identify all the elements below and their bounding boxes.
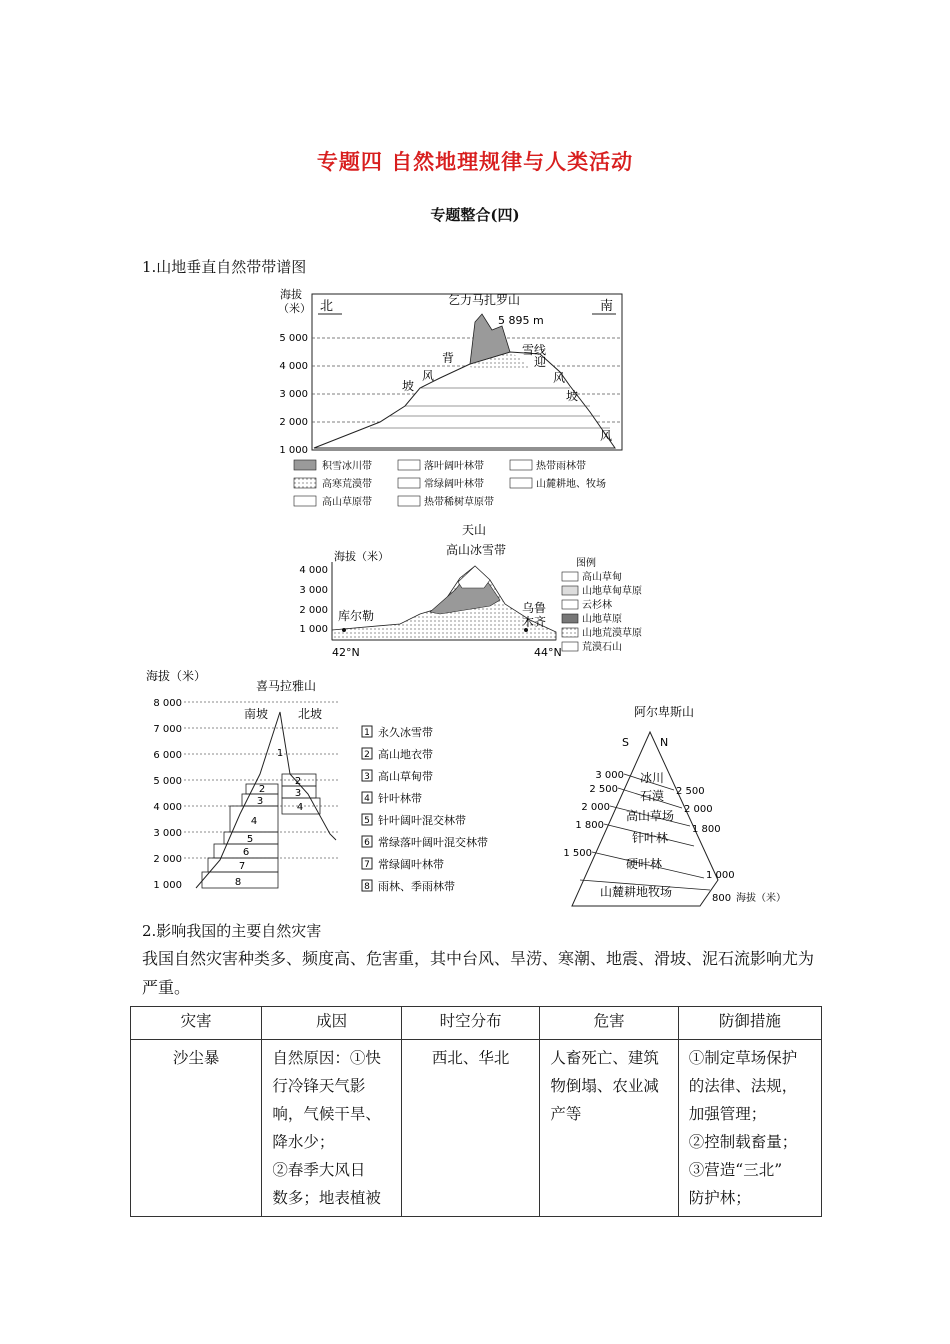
axis-label: 海拔（米） bbox=[736, 893, 786, 904]
y-axis-unit: （米） bbox=[278, 302, 311, 315]
legend-item: 永久冰雪带 bbox=[378, 726, 433, 739]
legend-num: 3 bbox=[364, 772, 370, 782]
x-tick-label: 42°N bbox=[332, 646, 360, 659]
tick-label: 1 000 bbox=[279, 445, 308, 456]
leeward-label: 坡 bbox=[402, 379, 415, 393]
tick-label: 2 000 bbox=[279, 417, 308, 428]
tick-label: 5 000 bbox=[279, 333, 308, 344]
y-axis-title: 海拔 bbox=[280, 288, 302, 301]
cell-line: 的法律、法规， bbox=[688, 1077, 798, 1095]
tick-label: 2 000 bbox=[153, 854, 182, 865]
legend-item: 高山草甸带 bbox=[378, 770, 433, 783]
windward-label: 迎 bbox=[534, 355, 547, 369]
cell-line: 数多；地表植被 bbox=[272, 1189, 381, 1207]
cell-line: 加强管理； bbox=[688, 1105, 767, 1123]
tick-label: 2 000 bbox=[299, 605, 328, 616]
band-label: 硬叶林 bbox=[625, 857, 663, 871]
tick-label: 800 bbox=[712, 893, 732, 904]
tick-label: 2 500 bbox=[676, 786, 705, 797]
y-axis-title: 海拔（米） bbox=[146, 669, 207, 683]
south-label: S bbox=[622, 736, 629, 749]
disaster-table bbox=[130, 1006, 822, 1217]
legend-item: 高寒荒漠带 bbox=[322, 479, 372, 490]
section-subtitle: 专题整合(四) bbox=[430, 206, 520, 224]
table-cell: 西北、华北 bbox=[401, 1040, 539, 1217]
tick-label: 4 000 bbox=[279, 361, 308, 372]
table-header: 危害 bbox=[540, 1007, 678, 1040]
north-slope-label: 北坡 bbox=[298, 707, 323, 721]
cell-line: 行冷锋天气影 bbox=[272, 1077, 366, 1095]
legend-item: 高山地衣带 bbox=[378, 748, 433, 761]
city-label: 库尔勒 bbox=[338, 609, 375, 623]
band-label: 4 bbox=[296, 802, 304, 813]
table-cell bbox=[262, 1040, 402, 1217]
tick-label: 5 000 bbox=[153, 776, 182, 787]
legend-title: 图例 bbox=[576, 558, 596, 569]
cell-line: 物倒塌、农业减 bbox=[550, 1077, 659, 1095]
band-label: 1 bbox=[276, 748, 284, 759]
peak-label: 高山冰雪带 bbox=[446, 543, 507, 557]
table-cell: 沙尘暴 bbox=[131, 1040, 262, 1217]
cell-line: ①制定草场保护 bbox=[688, 1049, 798, 1067]
band-label: 3 bbox=[256, 796, 264, 807]
legend-item: 积雪冰川带 bbox=[322, 461, 372, 472]
legend-item: 落叶阔叶林带 bbox=[424, 461, 484, 472]
cell-line: ②春季大风日 bbox=[272, 1161, 366, 1179]
legend-item: 雨林、季雨林带 bbox=[378, 880, 455, 893]
table-cell bbox=[540, 1040, 678, 1217]
tick-label: 3 000 bbox=[595, 770, 624, 781]
tick-label: 4 000 bbox=[153, 802, 182, 813]
legend-item: 常绿落叶阔叶混交林带 bbox=[378, 836, 488, 849]
tick-label: 3 000 bbox=[279, 389, 308, 400]
legend-num: 8 bbox=[364, 882, 370, 892]
section-heading-2: 2.影响我国的主要自然灾害 bbox=[142, 922, 322, 940]
legend-num: 7 bbox=[364, 860, 370, 870]
band-label: 8 bbox=[234, 877, 242, 888]
legend-item: 针叶林带 bbox=[378, 792, 422, 805]
legend-item: 热带雨林带 bbox=[536, 461, 586, 472]
kilimanjaro-diagram bbox=[270, 282, 640, 514]
band-label: 2 bbox=[294, 776, 302, 787]
table-header: 成因 bbox=[262, 1007, 402, 1040]
band-label: 冰川 bbox=[639, 771, 665, 785]
tick-label: 3 000 bbox=[153, 828, 182, 839]
himalaya-diagram bbox=[140, 664, 520, 904]
legend-item: 山地荒漠草原 bbox=[582, 628, 642, 639]
table-header: 防御措施 bbox=[678, 1007, 821, 1040]
windward-label: 风 bbox=[553, 371, 566, 385]
legend-num: 2 bbox=[364, 750, 370, 760]
band-label: 针叶林 bbox=[631, 831, 669, 845]
tick-label: 2 500 bbox=[589, 784, 618, 795]
wind-label: 风 bbox=[600, 429, 613, 443]
table-row bbox=[131, 1040, 822, 1217]
cell-line: 人畜死亡、建筑 bbox=[550, 1049, 659, 1067]
tick-label: 6 000 bbox=[153, 750, 182, 761]
band-label: 石漠 bbox=[639, 789, 665, 803]
legend-num: 4 bbox=[364, 794, 370, 804]
table-cell bbox=[678, 1040, 821, 1217]
city-label: 乌鲁 bbox=[522, 601, 547, 615]
band-label: 山麓耕地牧场 bbox=[599, 885, 673, 899]
tick-label: 1 000 bbox=[299, 624, 328, 635]
table-header: 时空分布 bbox=[401, 1007, 539, 1040]
band-label: 高山草场 bbox=[625, 809, 675, 823]
legend-num: 1 bbox=[364, 728, 370, 738]
section-heading-1: 1.山地垂直自然带带谱图 bbox=[142, 258, 307, 276]
tick-label: 1 500 bbox=[563, 848, 592, 859]
page-title: 专题四 自然地理规律与人类活动 bbox=[316, 149, 634, 174]
south-label: 南 bbox=[600, 299, 614, 314]
legend-item: 云杉林 bbox=[582, 600, 612, 611]
tick-label: 1 800 bbox=[692, 824, 721, 835]
tick-label: 2 000 bbox=[581, 802, 610, 813]
tianshan-title: 天山 bbox=[462, 523, 487, 537]
band-label: 6 bbox=[242, 847, 250, 858]
tick-label: 7 000 bbox=[153, 724, 182, 735]
leeward-label: 风 bbox=[422, 369, 435, 383]
tick-label: 1 000 bbox=[153, 880, 182, 891]
intro-paragraph: 我国自然灾害种类多、频度高、危害重，其中台风、旱涝、寒潮、地震、滑坡、泥石流影响尤为严重。 bbox=[142, 949, 815, 997]
tick-label: 8 000 bbox=[153, 698, 182, 709]
table-header: 灾害 bbox=[131, 1007, 262, 1040]
cell-line: 产等 bbox=[550, 1105, 582, 1123]
legend-item: 荒漠石山 bbox=[582, 642, 622, 653]
south-slope-label: 南坡 bbox=[244, 707, 269, 721]
tick-label: 3 000 bbox=[299, 585, 328, 596]
north-label: 北 bbox=[320, 299, 334, 314]
leeward-label: 背 bbox=[442, 351, 455, 365]
x-tick-label: 44°N bbox=[534, 646, 562, 659]
legend-item: 山麓耕地、牧场 bbox=[536, 479, 606, 490]
mountain-name: 乞力马扎罗山 bbox=[448, 293, 521, 307]
alps-title: 阿尔卑斯山 bbox=[634, 705, 695, 719]
legend-item: 山地草原 bbox=[582, 614, 622, 625]
himalaya-title: 喜马拉雅山 bbox=[256, 679, 317, 693]
tick-label: 1 000 bbox=[706, 870, 735, 881]
windward-label: 坡 bbox=[566, 389, 579, 403]
city-label: 木齐 bbox=[522, 615, 547, 629]
cell-line: ②控制载畜量； bbox=[688, 1133, 798, 1151]
legend-item: 针叶阔叶混交林带 bbox=[378, 814, 466, 827]
tick-label: 4 000 bbox=[299, 565, 328, 576]
cell-line: 自然原因：①快 bbox=[272, 1049, 381, 1067]
alps-diagram bbox=[560, 696, 830, 910]
legend-item: 热带稀树草原带 bbox=[424, 497, 494, 508]
snowline-label: 雪线 bbox=[522, 343, 547, 357]
cell-line: ③营造“三北” bbox=[688, 1161, 783, 1179]
band-label: 3 bbox=[294, 788, 302, 799]
legend-num: 5 bbox=[364, 816, 370, 826]
band-label: 5 bbox=[246, 834, 254, 845]
tick-label: 2 000 bbox=[684, 804, 713, 815]
y-axis-title: 海拔（米） bbox=[334, 550, 389, 563]
peak-elevation: 5 895 m bbox=[498, 314, 544, 327]
legend-num: 6 bbox=[364, 838, 370, 848]
cell-line: 响，气候干旱、 bbox=[272, 1105, 381, 1123]
table-header-row bbox=[131, 1007, 822, 1040]
legend-item: 山地草甸草原 bbox=[582, 586, 642, 597]
band-label: 4 bbox=[250, 816, 258, 827]
tick-label: 1 800 bbox=[575, 820, 604, 831]
legend-item: 高山草甸 bbox=[582, 572, 622, 583]
cell-line: 降水少； bbox=[272, 1133, 335, 1151]
north-label: N bbox=[660, 736, 669, 749]
band-label: 7 bbox=[238, 861, 246, 872]
legend-item: 常绿阔叶林带 bbox=[378, 858, 444, 871]
band-label: 2 bbox=[258, 784, 266, 795]
legend-item: 高山草原带 bbox=[322, 497, 372, 508]
tianshan-diagram bbox=[290, 520, 670, 665]
legend-item: 常绿阔叶林带 bbox=[424, 479, 484, 490]
cell-line: 防护林； bbox=[688, 1189, 751, 1207]
